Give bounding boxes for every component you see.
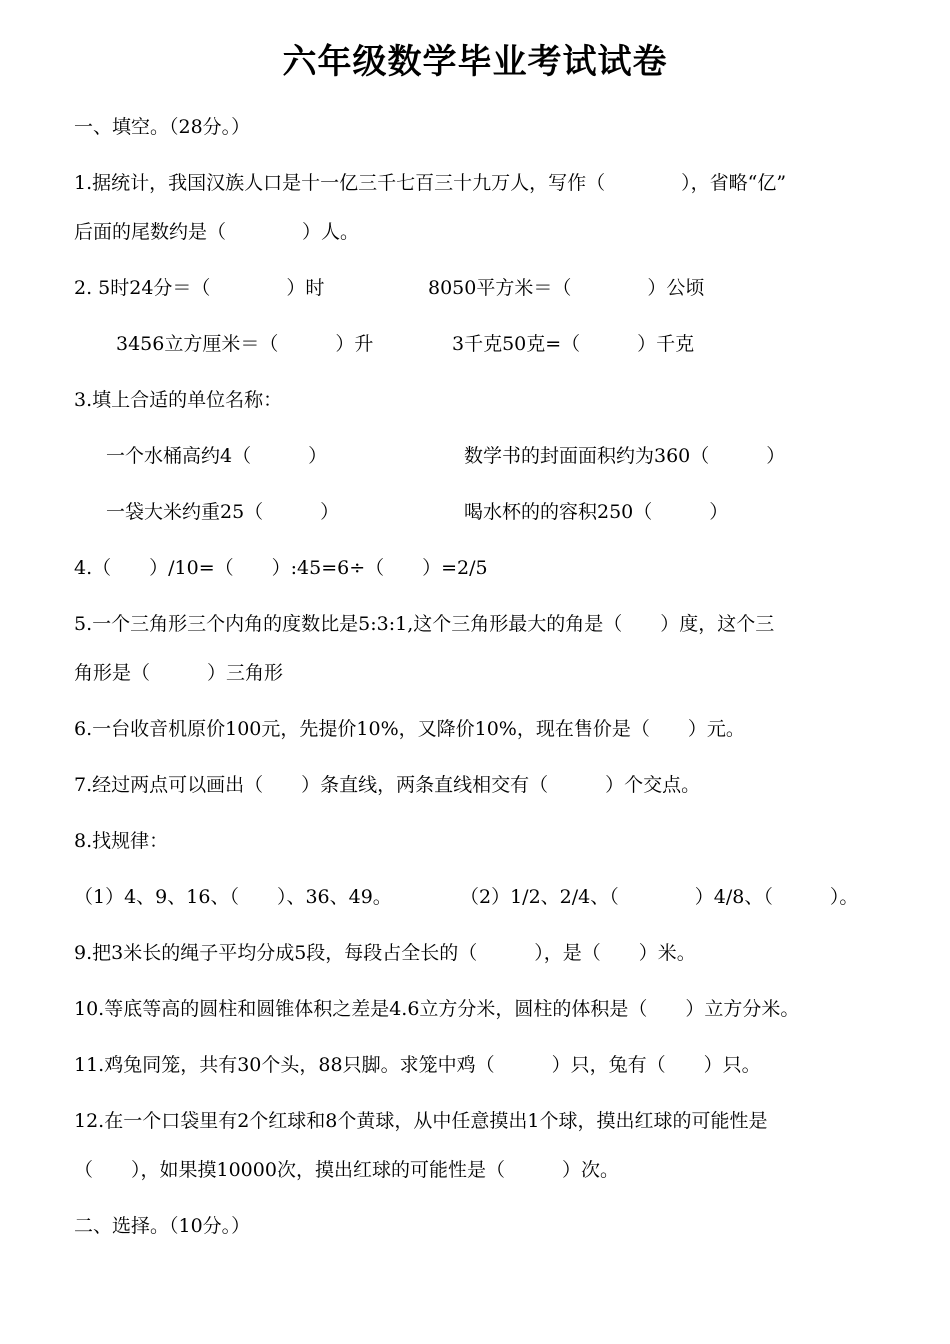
- question-1-line-1: 1.据统计，我国汉族人口是十一亿三千七百三十九万人，写作（ ），省略“亿”: [74, 172, 787, 194]
- question-12-line-2: （ ），如果摸10000次，摸出红球的可能性是（ ）次。: [74, 1159, 619, 1181]
- question-1-line-2: 后面的尾数约是（ ）人。: [74, 221, 360, 243]
- question-11: 11.鸡兔同笼，共有30个头，88只脚。求笼中鸡（ ）只，兔有（ ）只。: [74, 1054, 761, 1076]
- question-10: 10.等底等高的圆柱和圆锥体积之差是4.6立方分米，圆柱的体积是（ ）立方分米。: [74, 998, 800, 1020]
- question-2-part-2: 8050平方米＝（ ）公顷: [428, 277, 705, 299]
- question-2-part-3: 3456立方厘米＝（ ）升: [116, 333, 374, 355]
- question-6: 6.一台收音机原价100元，先提价10%，又降价10%，现在售价是（ ）元。: [74, 718, 745, 740]
- question-3-item-1: 一个水桶高约4（ ）: [106, 445, 328, 467]
- question-12-line-1: 12.在一个口袋里有2个红球和8个黄球，从中任意摸出1个球，摸出红球的可能性是: [74, 1110, 768, 1132]
- question-3-item-2: 数学书的封面面积约为360（ ）: [464, 445, 786, 467]
- question-3-stem: 3.填上合适的单位名称：: [74, 389, 283, 411]
- question-3-item-4: 喝水杯的的容积250（ ）: [464, 501, 729, 523]
- exam-title: 六年级数学毕业考试试卷: [282, 42, 668, 82]
- question-5-line-2: 角形是（ ）三角形: [74, 662, 284, 684]
- section-heading-fill-blank: 一、填空。（28分。）: [74, 116, 251, 138]
- question-5-line-1: 5.一个三角形三个内角的度数比是5:3:1,这个三角形最大的角是（ ）度，这个三: [74, 613, 775, 635]
- question-7: 7.经过两点可以画出（ ）条直线，两条直线相交有（ ）个交点。: [74, 774, 701, 796]
- question-2-part-1: 2. 5时24分＝（ ）时: [74, 277, 325, 299]
- question-8-sequence-1: （1）4、9、16、（ ）、36、49。: [74, 886, 392, 908]
- question-8-stem: 8.找规律：: [74, 830, 169, 852]
- section-heading-multiple-choice: 二、选择。（10分。）: [74, 1215, 251, 1237]
- question-2-part-4: 3千克50克=（ ）千克: [452, 333, 695, 355]
- question-4: 4.（ ）/10=（ ）:45=6÷（ ）=2/5: [74, 557, 488, 579]
- question-3-item-3: 一袋大米约重25（ ）: [106, 501, 340, 523]
- question-8-sequence-2: （2）1/2、2/4、（ ）4/8、（ ）。: [460, 886, 859, 908]
- question-9: 9.把3米长的绳子平均分成5段，每段占全长的（ ），是（ ）米。: [74, 942, 696, 964]
